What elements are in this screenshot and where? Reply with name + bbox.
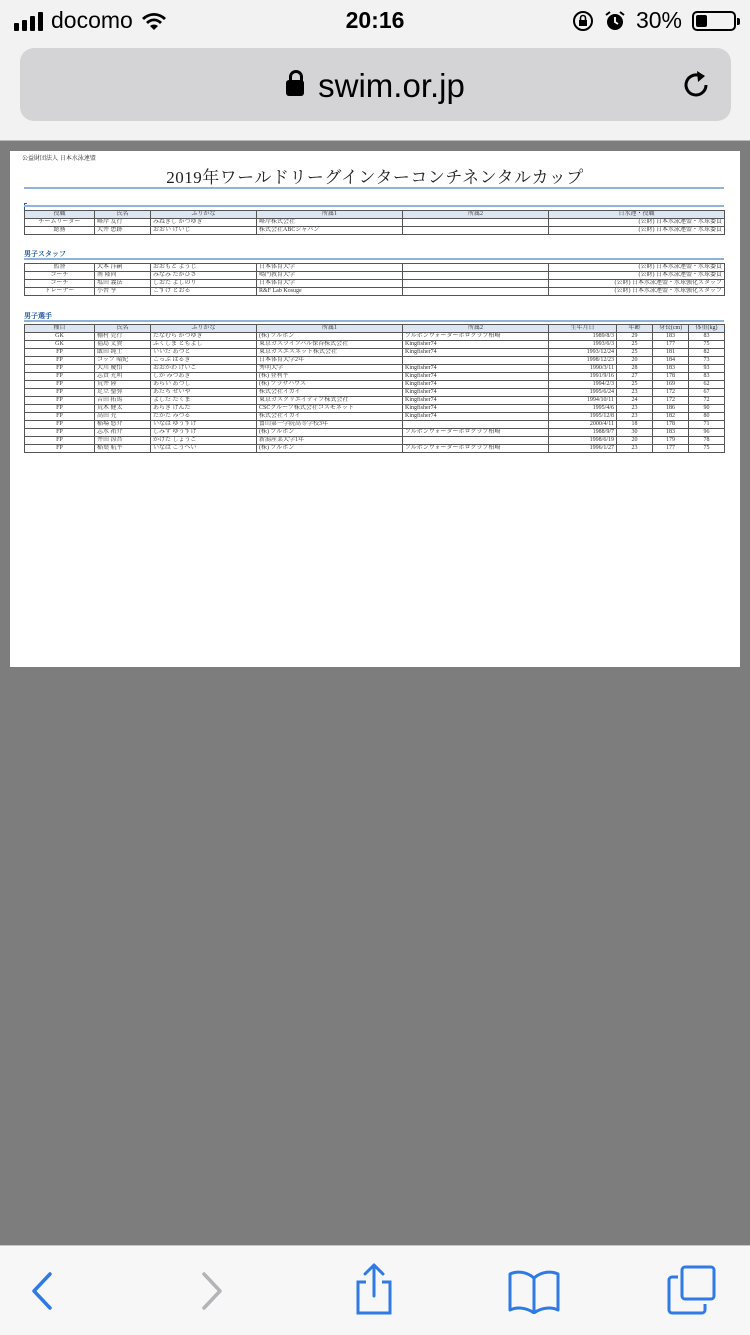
table-cell: 富山第一学院高等学校3年 [257,421,403,429]
table-cell: おおい けいじ [151,227,257,235]
players-rule [24,320,724,322]
table-cell: あだち せいや [151,389,257,397]
table-cell: 大川 慶悟 [95,365,151,373]
table-cell: FP [25,349,95,357]
table-cell: 吉田 拓馬 [95,397,151,405]
table-cell: 峰岸 友行 [95,219,151,227]
reload-icon[interactable] [679,68,713,102]
table-cell: かげた しょうご [151,437,257,445]
table-row [25,288,725,296]
table-cell: 高田 充 [95,413,151,421]
table-cell: 20 [617,437,653,445]
table-cell: 183 [653,429,689,437]
table-cell: 177 [653,445,689,453]
table-cell [403,357,549,365]
table-cell: Kingfisher74 [403,405,549,413]
table-header-cell: 所属2 [403,325,549,333]
table-cell: 23 [617,389,653,397]
carrier-label: docomo [51,7,133,33]
table-cell: 27 [617,373,653,381]
table-row [25,227,725,235]
table-header-cell: ふりがな [151,211,257,219]
table-cell: 96 [689,429,725,437]
table-header-cell: 所属1 [257,325,403,333]
table-cell: 75 [689,341,725,349]
players-body [25,333,725,453]
table-cell: 1994/2/3 [549,381,617,389]
table-row [25,389,725,397]
table-cell: (株) ブルボン [257,429,403,437]
table-header-cell: 年齢 [617,325,653,333]
table-cell: 29 [617,333,653,341]
table-cell: 25 [617,349,653,357]
table-cell: Kingfisher74 [403,397,549,405]
table-cell: Kingfisher74 [403,373,549,381]
staff-table [24,263,725,296]
table-cell: しが みつあき [151,373,257,381]
table-cell: 志水 祐介 [95,429,151,437]
table-cell: ふくしま ともよし [151,341,257,349]
table-header-cell: 体重(kg) [689,325,725,333]
table-cell: FP [25,373,95,381]
table-cell: トレーナー [25,288,95,296]
table-cell [403,437,549,445]
table-cell: 日本体育大学 [257,264,403,272]
url-text[interactable]: swim.or.jp [318,67,465,104]
table-cell: Kingfisher74 [403,413,549,421]
table-cell: (株) 登利平 [257,373,403,381]
table-cell: Kingfisher74 [403,389,549,397]
table-cell: 足立 聖弥 [95,389,151,397]
table-cell: 1998/12/23 [549,357,617,365]
table-cell: FP [25,429,95,437]
table-cell: (公財) 日本水泳連盟・水球強化スタッフ [549,280,725,288]
table-cell: 日本体育大学2年 [257,357,403,365]
table-cell: 80 [689,413,725,421]
table-cell: 1995/4/6 [549,405,617,413]
table-cell [403,288,549,296]
table-cell: あらき けんた [151,405,257,413]
table-cell: FP [25,421,95,429]
table-cell: 株式会社イカイ [257,389,403,397]
table-row [25,437,725,445]
table-header-cell: 所属2 [403,211,549,219]
table-header-cell: 氏名 [95,211,151,219]
table-cell: いなば ゆうすけ [151,421,257,429]
table-cell: 186 [653,405,689,413]
table-cell: 71 [689,421,725,429]
table-cell: 監督 [25,264,95,272]
leaders-header-row [25,211,725,219]
table-row [25,373,725,381]
table-cell: 82 [689,349,725,357]
table-cell: 1989/8/3 [549,333,617,341]
table-cell: 1996/1/27 [549,445,617,453]
table-cell: みなみ たかひさ [151,272,257,280]
table-cell: 78 [689,437,725,445]
table-row [25,445,725,453]
table-cell: (公財) 日本水泳連盟・水球委員 [549,227,725,235]
table-cell: 72 [689,397,725,405]
table-cell: 1998/6/19 [549,437,617,445]
pdf-page [10,151,740,667]
table-cell: よしだ たくま [151,397,257,405]
table-cell: Kingfisher74 [403,349,549,357]
table-row [25,349,725,357]
battery-icon [692,11,736,31]
table-cell: 株式会社イカイ [257,413,403,421]
org-name: 公益財団法人 日本水泳連盟 [22,155,96,162]
table-header-cell: 生年月日 [549,325,617,333]
leaders-table [24,210,725,235]
table-cell: 1993/12/24 [549,349,617,357]
clock: 20:16 [345,7,405,33]
share-icon[interactable] [350,1262,398,1316]
table-row [25,272,725,280]
table-cell: 荒木 健太 [95,405,151,413]
table-cell: 峰岸株式会社 [257,219,403,227]
table-cell: 183 [653,365,689,373]
table-cell: CSCグループ株式会社コスモネット [257,405,403,413]
table-cell: ブルボンウォーターポロクラブ柏崎 [403,429,549,437]
browser-header [0,42,750,141]
table-cell: しおた よしのり [151,280,257,288]
table-cell: こっぷ はるき [151,357,257,365]
table-cell: おおもと ようじ [151,264,257,272]
table-cell [403,227,549,235]
table-cell: 1991/9/16 [549,373,617,381]
table-cell: たかた みつる [151,413,257,421]
table-cell: GK [25,333,95,341]
chevron-right-icon[interactable] [186,1268,234,1314]
table-cell: コップ 晴紀 [95,357,151,365]
table-row [25,429,725,437]
staff-body [25,264,725,296]
table-cell: 93 [689,365,725,373]
table-cell: 20 [617,357,653,365]
table-cell: 178 [653,373,689,381]
table-row [25,341,725,349]
table-cell: GK [25,341,95,349]
table-cell: FP [25,365,95,373]
table-cell: 新潟産業大学1年 [257,437,403,445]
table-cell: 179 [653,437,689,445]
table-cell: 182 [653,413,689,421]
leaders-rule [24,205,724,207]
table-cell [403,272,549,280]
document-title: 2019年ワールドリーグインターコンチネンタルカップ [166,168,584,187]
table-cell: 小習 亨 [95,288,151,296]
table-cell: コーチ [25,280,95,288]
table-cell: (株) ブルボン [257,445,403,453]
table-cell: 184 [653,357,689,365]
table-cell [403,421,549,429]
table-row [25,280,725,288]
safari-toolbar [0,1245,750,1335]
table-cell: 1993/6/3 [549,341,617,349]
table-cell: いなば こうへい [151,445,257,453]
table-cell: こすげ とおる [151,288,257,296]
table-cell: 東京ガスライフバル保谷株式会社 [257,341,403,349]
table-cell: Kingfisher74 [403,365,549,373]
table-cell: R&F Lab Kosuge [257,288,403,296]
status-right [572,7,736,34]
players-section-title: 男子選手 [24,312,52,320]
table-row [25,397,725,405]
table-row [25,421,725,429]
table-cell: 75 [689,445,725,453]
table-cell: 23 [617,413,653,421]
address-bar[interactable] [20,48,731,121]
rotation-lock-icon [572,10,594,32]
table-cell: 83 [689,373,725,381]
table-cell: FP [25,437,95,445]
table-cell: チームリーダー [25,219,95,227]
table-header-cell: 所属1 [257,211,403,219]
table-cell: (株) ブルボン [257,333,403,341]
table-cell: コーチ [25,272,95,280]
table-cell: 南 隆尚 [95,272,151,280]
address-text-wrap[interactable] [20,67,731,105]
table-cell: おおかわ けいご [151,365,257,373]
table-cell: 67 [689,389,725,397]
table-cell: 23 [617,405,653,413]
table-cell: 169 [653,381,689,389]
table-cell: 73 [689,357,725,365]
table-cell: ブルボンウォーターポロクラブ柏崎 [403,333,549,341]
table-cell: 福島 丈貴 [95,341,151,349]
table-row [25,405,725,413]
table-cell: (公財) 日本水泳連盟・水球委員 [549,264,725,272]
table-cell [403,280,549,288]
table-cell: しみず ゆうすけ [151,429,257,437]
table-cell: 東京ガスエスネット株式会社 [257,349,403,357]
table-cell: 1995/12/8 [549,413,617,421]
table-cell: 株式会社ABCジャパン [257,227,403,235]
tabs-icon[interactable] [666,1264,718,1316]
book-icon[interactable] [506,1268,562,1314]
table-row [25,264,725,272]
table-cell: 鳴門教育大学 [257,272,403,280]
leaders-body [25,219,725,235]
battery-percent: 30% [635,7,682,33]
table-cell: 井田 涼吾 [95,437,151,445]
chevron-left-icon[interactable] [20,1268,68,1314]
table-row [25,365,725,373]
table-cell: (株) プラザハウス [257,381,403,389]
table-cell: 稲場 悠介 [95,421,151,429]
table-cell: FP [25,445,95,453]
table-cell: 183 [653,333,689,341]
table-row [25,357,725,365]
table-cell: 177 [653,341,689,349]
table-header-cell: 役職 [25,211,95,219]
table-header-cell: 氏名 [95,325,151,333]
staff-section-title: 男子スタッフ [24,250,66,258]
table-cell: 東京ガスクリエイティブ株式会社 [257,397,403,405]
table-cell: 大本 洋嗣 [95,264,151,272]
table-cell: 1995/6/24 [549,389,617,397]
table-cell: 181 [653,349,689,357]
table-cell: 18 [617,421,653,429]
table-cell: FP [25,413,95,421]
table-cell: あらい あつし [151,381,257,389]
table-cell: 志賀 光明 [95,373,151,381]
table-cell: 90 [689,405,725,413]
table-cell: 2000/4/11 [549,421,617,429]
table-cell: 24 [617,397,653,405]
table-cell: Kingfisher74 [403,381,549,389]
table-cell: FP [25,389,95,397]
table-cell: Kingfisher74 [403,341,549,349]
table-cell: 1990/3/11 [549,365,617,373]
table-cell: FP [25,397,95,405]
table-cell: ブルボンウォーターポロクラブ柏崎 [403,445,549,453]
table-cell: 1994/10/11 [549,397,617,405]
table-cell [403,264,549,272]
table-cell: 飯田 純士 [95,349,151,357]
table-cell: 総務 [25,227,95,235]
table-cell: (公財) 日本水泳連盟・水球委員 [549,272,725,280]
table-cell: 25 [617,381,653,389]
table-cell: 棚村 克行 [95,333,151,341]
table-cell: 23 [617,445,653,453]
table-cell: 25 [617,341,653,349]
table-cell: 30 [617,429,653,437]
table-cell: 178 [653,421,689,429]
table-cell: 83 [689,333,725,341]
web-content[interactable] [0,141,750,1245]
table-cell: 1988/9/7 [549,429,617,437]
players-table [24,324,725,453]
table-cell: (公財) 日本水泳連盟・水球強化スタッフ [549,288,725,296]
table-row [25,333,725,341]
table-cell: FP [25,357,95,365]
table-cell: 大井 恵跡 [95,227,151,235]
status-bar [0,0,750,42]
table-cell: FP [25,381,95,389]
table-header-cell: 日水連・役職 [549,211,725,219]
table-row [25,219,725,227]
table-cell: 62 [689,381,725,389]
table-header-cell: 身長(cm) [653,325,689,333]
table-cell: みねぎし かつゆき [151,219,257,227]
table-cell: 塩田 義法 [95,280,151,288]
table-cell: 172 [653,397,689,405]
staff-rule [24,258,724,260]
players-header-row [25,325,725,333]
table-row [25,413,725,421]
lock-icon [286,80,304,96]
table-cell: 稲葉 航平 [95,445,151,453]
alarm-icon [604,10,626,32]
table-cell: いいだ あつと [151,349,257,357]
title-rule [24,187,724,189]
table-cell: 秀明大学 [257,365,403,373]
table-cell: FP [25,405,95,413]
table-cell: 28 [617,365,653,373]
table-row [25,381,725,389]
table-header-cell: 種目 [25,325,95,333]
table-cell: たなむら かつゆき [151,333,257,341]
table-cell: 172 [653,389,689,397]
table-cell [403,219,549,227]
table-header-cell: ふりがな [151,325,257,333]
table-cell: 荒井 陸 [95,381,151,389]
table-cell: (公財) 日本水泳連盟・水球委員 [549,219,725,227]
table-cell: 日本体育大学 [257,280,403,288]
